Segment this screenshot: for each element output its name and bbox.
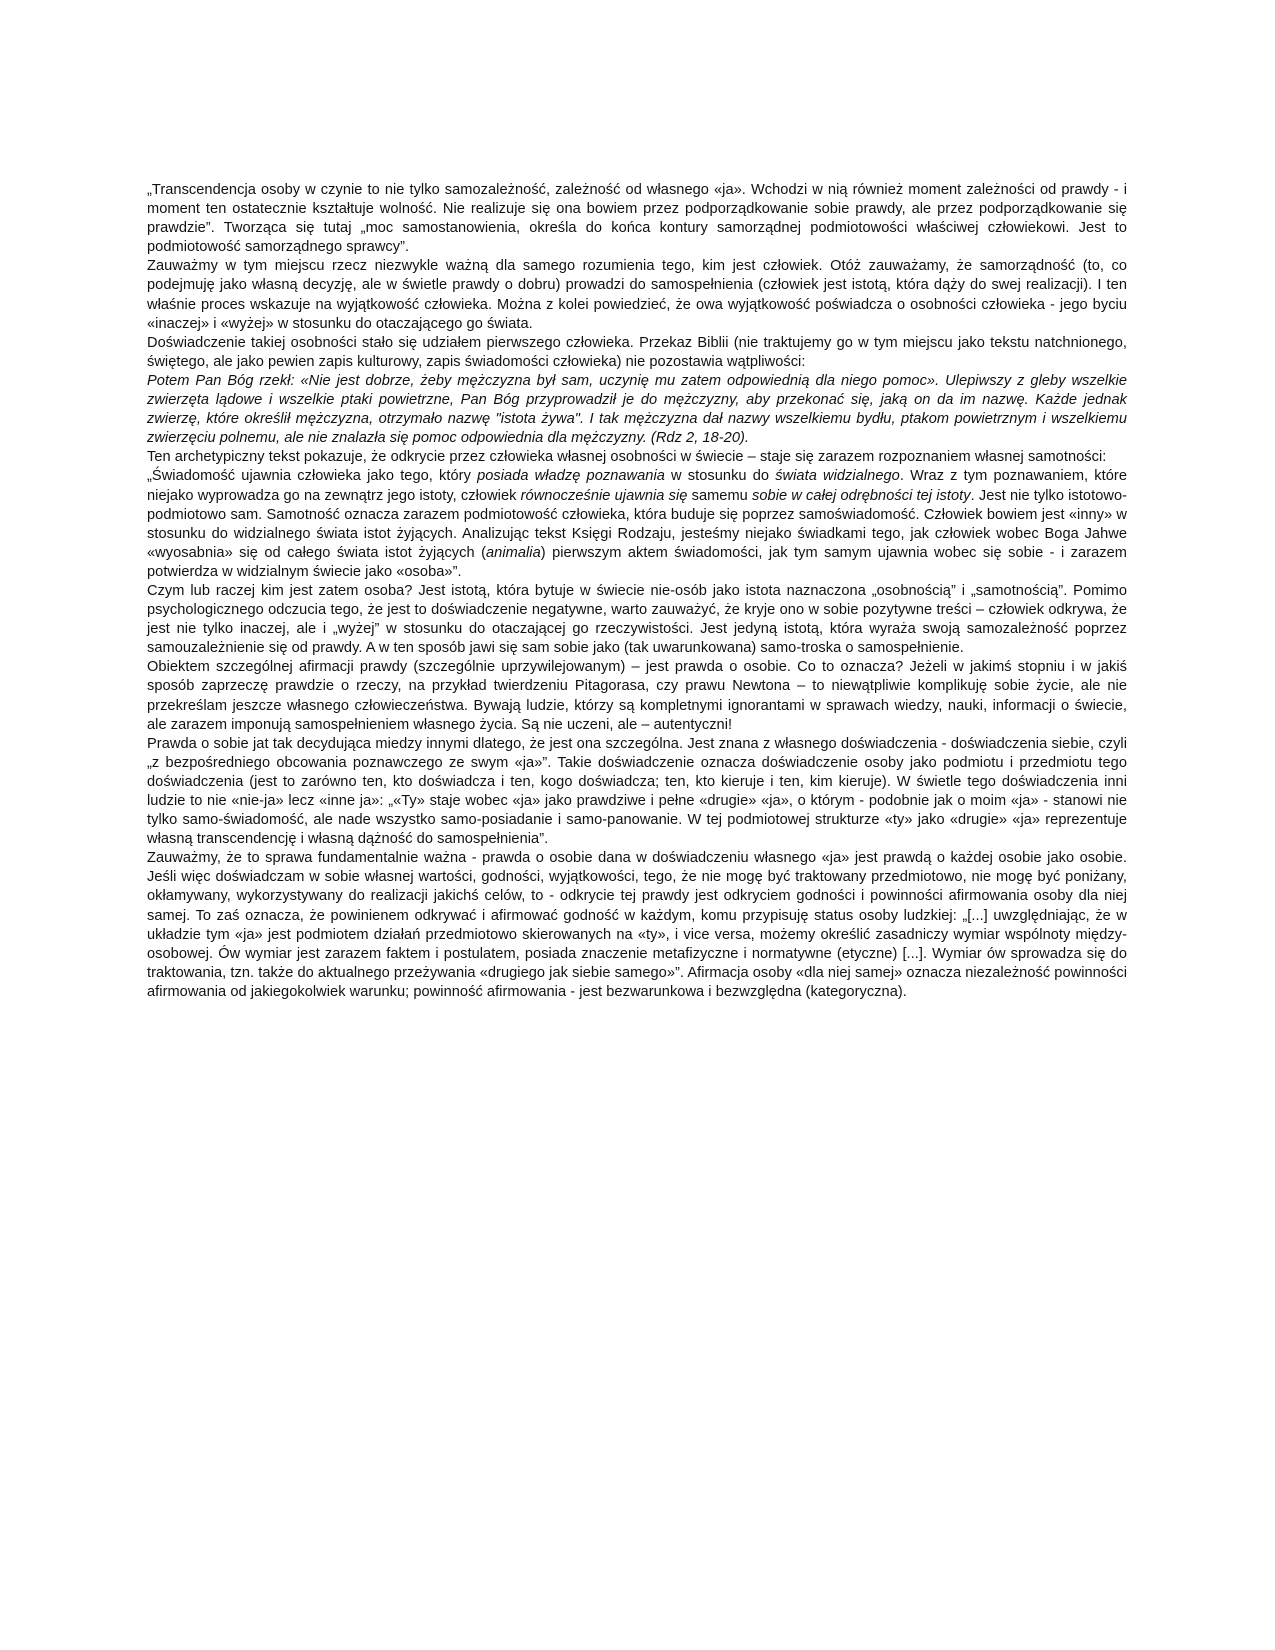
text-segment: Prawda o sobie jat tak decydująca miedzy innymi dlatego, że jest ona szczególna. Jest znana z własnego doświadczenia - doświadczenia siebie, czyli „z bezpośredniego obcowania poznawczego ze swym «ja»”. Takie doświadczenie oznacza doświadczenie osoby jako podmiotu i przedmiotu tego doświadczenia (jest to zarówno ten, kto doświadcza i ten, kogo doświadcza; ten, kto kieruje i ten, kim kieruje). W świetle tego doświadczenia inni ludzie to nie «nie-ja» lecz «inne ja»: „«Ty» staje wobec «ja» jako prawdziwe i pełne «drugie» «ja», o którym - podobnie jak o moim «ja» - stanowi nie tylko samo-świadomość, ale nade wszystko samo-posiadanie i samo-panowanie. W tej podmiotowej strukturze «ty» jako «drugie» «ja» reprezentuje własną transcendencję i własną dążność do samospełnienia”. — [147, 735, 1127, 848]
paragraph-affirmation — [147, 849, 1127, 1002]
text-segment: Doświadczenie takiej osobności stało się udziałem pierwszego człowieka. Przekaz Biblii (nie traktujemy go w tym miejscu jako tekstu natchnionego, świętego, ale jako pewien zapis kulturowy, zapis świadomości człowieka) nie pozostawia wątpliwości: — [147, 334, 1127, 370]
italic-segment: sobie w całej odrębności tej istoty — [752, 487, 971, 504]
text-segment: . Jest nie tylko istotowo-podmiotowo sam. Samotność oznacza zarazem podmiotowość człowieka, która buduje się poprzez samoświadomość. Człowiek bowiem jest «inny» w stosunku do widzialnego świata istot żyjących. Analizując tekst Księgi Rodzaju, jesteśmy niejako świadkami tego, jak człowiek wobec Boga Jahwe «wyosabnia» się od całego świata istot żyjących ( — [147, 487, 1128, 561]
text-segment: . Wraz z tym poznawaniem, które niejako wyprowadza go na zewnątrz jego istoty, człowiek — [147, 468, 1127, 504]
text-segment: samemu — [687, 487, 753, 504]
text-segment: Zauważmy w tym miejscu rzecz niezwykle ważną dla samego rozumienia tego, kim jest człowiek. Otóż zauważamy, że samorządność (to, co podejmuję jako własną decyzję, ale w świetle prawdy o dobru) prowadzi do samospełnienia (człowiek jest istotą, która dąży do swej realizacji). I ten właśnie proces wskazuje na wyjątkowość człowieka. Można z kolei powiedzieć, że owa wyjątkowość poświadcza o osobności człowieka - jego byciu «inaczej» i «wyżej» w stosunku do otaczającego go świata. — [147, 258, 1127, 332]
paragraph-archetypal-text — [147, 448, 1127, 467]
paragraph-transcendence — [147, 181, 1127, 257]
text-segment: „Transcendencja osoby w czynie to nie tylko samozależność, zależność od własnego «ja». Wchodzi w nią również moment zależności od prawdy - i moment ten ostatecznie kształtuje wolność. Nie realizuje się ona bowiem przez podporządkowanie sobie prawdy, ale przez podporządkowanie się prawdzie”. Tworząca się tutaj „moc samostanowienia, określa do końca kontury samorządnej podmiotowości właściwej człowiekowi. Jest to podmiotowość samorządnego sprawcy”. — [147, 182, 1127, 256]
paragraph-consciousness — [147, 467, 1127, 582]
italic-segment: świata widzialnego — [775, 468, 900, 485]
italic-segment: równocześnie ujawnia się — [520, 487, 688, 504]
text-segment: w stosunku do — [664, 468, 776, 485]
text-segment: „Świadomość ujawnia człowieka jako tego, który — [147, 468, 478, 485]
text-segment: Zauważmy, że to sprawa fundamentalnie ważna - prawda o osobie dana w doświadczeniu własnego «ja» jest prawdą o każdej osobie jako osobie. Jeśli więc doświadczam w sobie własnej wartości, godności, wyjątkowości, tego, że nie mogę być traktowany przedmiotowo, nie mogę być poniżany, okłamywany, wykorzystywany do realizacji jakichś celów, to - odkrycie tej prawdy jest odkryciem godności i powinności afirmowania osoby dla niej samej. To zaś oznacza, że powinienem odkrywać i afirmować godność w każdym, komu przypisuję status osoby ludzkiej: „[...] uwzględniając, że w układzie tym «ja» jest podmiotem działań przedmiotowo skierowanych na «ty», i vice versa, możemy określić zasadniczy wymiar wspólnoty między-osobowej. Ów wymiar jest zarazem faktem i postulatem, posiada znaczenie metafizyczne i normatywne (etyczne) [...]. Wymiar ów sprowadza się do traktowania, tzn. także do aktualnego przeżywania «drugiego jak siebie samego»”. Afirmacja osoby «dla niej samej» oznacza niezależność powinności afirmowania od jakiegokolwiek warunku; powinność afirmowania - jest bezwarunkowa i bezwzględna (kategoryczna). — [147, 850, 1127, 1000]
paragraph-first-man — [147, 334, 1127, 372]
paragraph-what-is-person — [147, 582, 1127, 658]
italic-segment: animalia — [486, 544, 541, 561]
paragraph-truth-about-person — [147, 658, 1127, 734]
text-segment: ) pierwszym aktem świadomości, jak tym samym ujawnia wobec się sobie - i zarazem potwierdza w widzialnym świecie jako «osoba»”. — [147, 544, 1127, 580]
text-segment: Czym lub raczej kim jest zatem osoba? Jest istotą, która bytuje w świecie nie-osób jako istota naznaczona „osobnością” i „samotnością”. Pomimo psychologicznego odczucia tego, że jest to doświadczenie negatywne, warto zauważyć, że kryje ono w sobie pozytywne treści – człowiek odkrywa, że jest nie tylko inaczej, ale i „wyżej” w stosunku do otaczającej go rzeczywistości. Jest jedyną istotą, która wyraża swoją samozależność poprzez samouzależnienie się od prawdy. A w ten sposób jawi się sam sobie jako (tak uwarunkowana) samo-troska o samospełnienie. — [147, 582, 1127, 657]
paragraph-bible-quote — [147, 372, 1127, 448]
text-segment: Ten archetypiczny tekst pokazuje, że odkrycie przez człowieka własnej osobności w świecie – staje się zarazem rozpoznaniem własnej samotności: — [147, 449, 1107, 466]
document-page — [147, 181, 1127, 1002]
italic-segment: posiada władzę poznawania — [477, 468, 665, 485]
paragraph-self-governance — [147, 257, 1127, 333]
text-segment: Obiektem szczególnej afirmacji prawdy (szczególnie uprzywilejowanym) – jest prawda o osobie. Co to oznacza? Jeżeli w jakimś stopniu i w jakiś sposób zaprzeczę prawdzie o rzeczy, na przykład twierdzeniu Pitagorasa, czy prawu Newtona – to niewątpliwie komplikuję sobie życie, ale nie przekreślam jeszcze własnego człowieczeństwa. Bywają ludzie, którzy są kompletnymi ignorantami w sprawach wiedzy, nauki, informacji o świecie, ale zarazem imponują samospełnieniem własnego życia. Są nie uczeni, ale – autentyczni! — [147, 659, 1127, 733]
quote-segment: Potem Pan Bóg rzekł: «Nie jest dobrze, żeby mężczyzna był sam, uczynię mu zatem odpowiednią dla niego pomoc». Ulepiwszy z gleby wszelkie zwierzęta lądowe i wszelkie ptaki powietrzne, Pan Bóg przyprowadził je do mężczyzny, aby przekonać się, jaką on da im nazwę. Każde jednak zwierzę, które określił mężczyzna, otrzymało nazwę "istota żywa". I tak mężczyzna dał nazwy wszelkiemu bydłu, ptakom powietrznym i wszelkiemu zwierzęciu polnemu, ale nie znalazła się pomoc odpowiednia dla mężczyzny. (Rdz 2, 18-20). — [147, 372, 1127, 447]
paragraph-truth-about-self — [147, 735, 1127, 850]
